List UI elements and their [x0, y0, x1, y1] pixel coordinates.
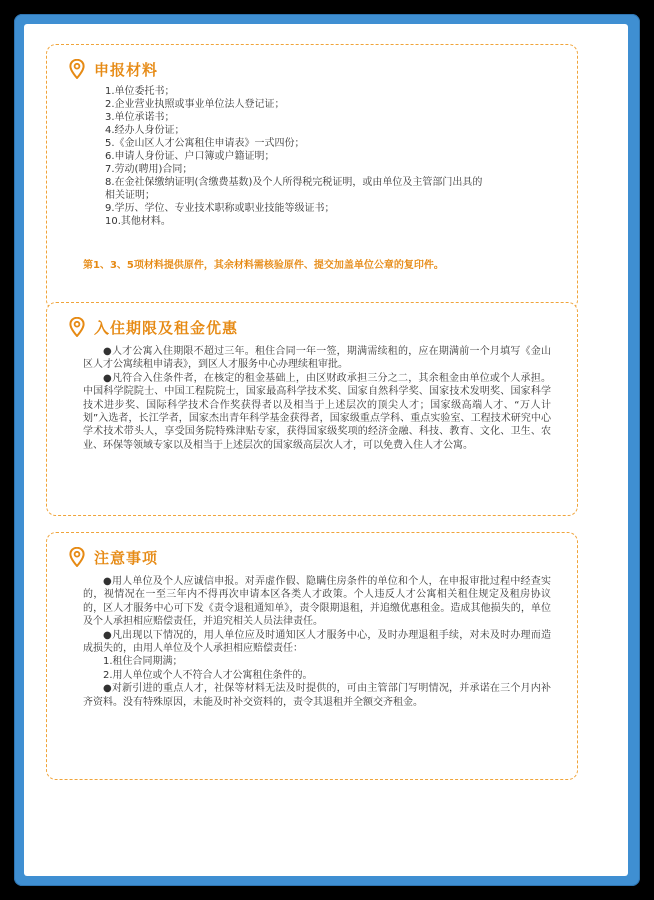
list-item: 5.《金山区人才公寓租住申请表》一式四份；	[105, 138, 305, 149]
notice-header	[69, 545, 158, 569]
location-pin-icon	[69, 547, 85, 567]
notice-body	[83, 575, 551, 709]
notice-section	[46, 532, 578, 780]
paragraph: ●凡符合入住条件者，在核定的租金基础上，由区财政承担三分之二，其余租金由单位或个人承担。中国科学院院士、中国工程院院士，国家最高科学技术奖、国家自然科学奖、国家技术发明奖、国家科学技术进步奖、国际科学技术合作奖获得者以及相当于上述层次的顶尖人才；国家级高端人才、“万人计划”入选者，长江学者，国家杰出青年科学基金获得者，国家级重点学科、重点实验室、工程技术研究中心学术技术带头人，享受国务院特殊津贴专家，获得国家级奖项的经济金融、科技、教育、文化、卫生、农业、环保等领域专家以及相当于上述层次的国家级高层次人才，可以免费入住人才公寓。	[83, 372, 551, 451]
paragraph: ●对新引进的重点人才，社保等材料无法及时提供的，可由主管部门写明情况，并承诺在三个月内补齐资料。没有特殊原因，未能及时补交资料的，责令其退租并全额交齐租金。	[83, 683, 551, 708]
list-item: 9.学历、学位、专业技术职称或职业技能等级证书；	[105, 203, 335, 214]
list-item: 3.单位承诺书；	[105, 112, 175, 123]
paragraph: ●用人单位及个人应诚信申报。对弄虚作假、隐瞒住房条件的单位和个人，在申报审批过程中经查实的，视情况在一至三年内不得再次申请本区各类人才政策。个人违反人才公寓相关租住规定及租房协议的，区人才服务中心可下发《责令退租通知单》，责令限期退租，并追缴优惠租金。造成其他损失的，单位及个人承担相应赔偿责任，并追究相关人员法律责任。	[83, 576, 551, 628]
notice-title: 注意事项	[94, 548, 159, 567]
list-item: 1.单位委托书；	[105, 86, 175, 97]
term-header	[69, 315, 238, 339]
location-pin-icon	[69, 59, 85, 79]
paragraph: ●凡出现以下情况的，用人单位应及时通知区人才服务中心，及时办理退租手续，对未及时办理而造成损失的，由用人单位及个人承担相应赔偿责任：	[83, 629, 551, 655]
location-pin-icon	[69, 317, 85, 337]
sub-item: 1.租住合同期满；	[103, 656, 183, 668]
materials-header	[69, 57, 158, 81]
list-item: 4.经办人身份证；	[105, 125, 185, 136]
term-title: 入住期限及租金优惠	[94, 318, 239, 337]
materials-list	[105, 85, 525, 228]
paragraph: ●人才公寓入住期限不超过三年。租住合同一年一签，期满需续租的，应在期满前一个月填写《金山区人才公寓续租申请表》，到区人才服务中心办理续租审批。	[83, 346, 551, 371]
materials-note: 第1、3、5项材料提供原件，其余材料需核验原件、提交加盖单位公章的复印件。	[83, 260, 444, 271]
list-item: 10.其他材料。	[105, 216, 171, 227]
list-item: 2.企业营业执照或事业单位法人登记证；	[105, 99, 285, 110]
list-item: 8.在金社保缴纳证明(含缴费基数)及个人所得税完税证明，或由单位及主管部门出具的相关证明；	[105, 177, 483, 201]
materials-section	[46, 44, 578, 310]
list-item: 7.劳动(聘用)合同；	[105, 164, 193, 175]
sub-item: 2.用人单位或个人不符合人才公寓租住条件的。	[103, 669, 313, 681]
list-item: 6.申请人身份证、户口簿或户籍证明；	[105, 151, 275, 162]
term-body	[83, 345, 551, 452]
materials-title: 申报材料	[94, 60, 159, 79]
term-section	[46, 302, 578, 516]
